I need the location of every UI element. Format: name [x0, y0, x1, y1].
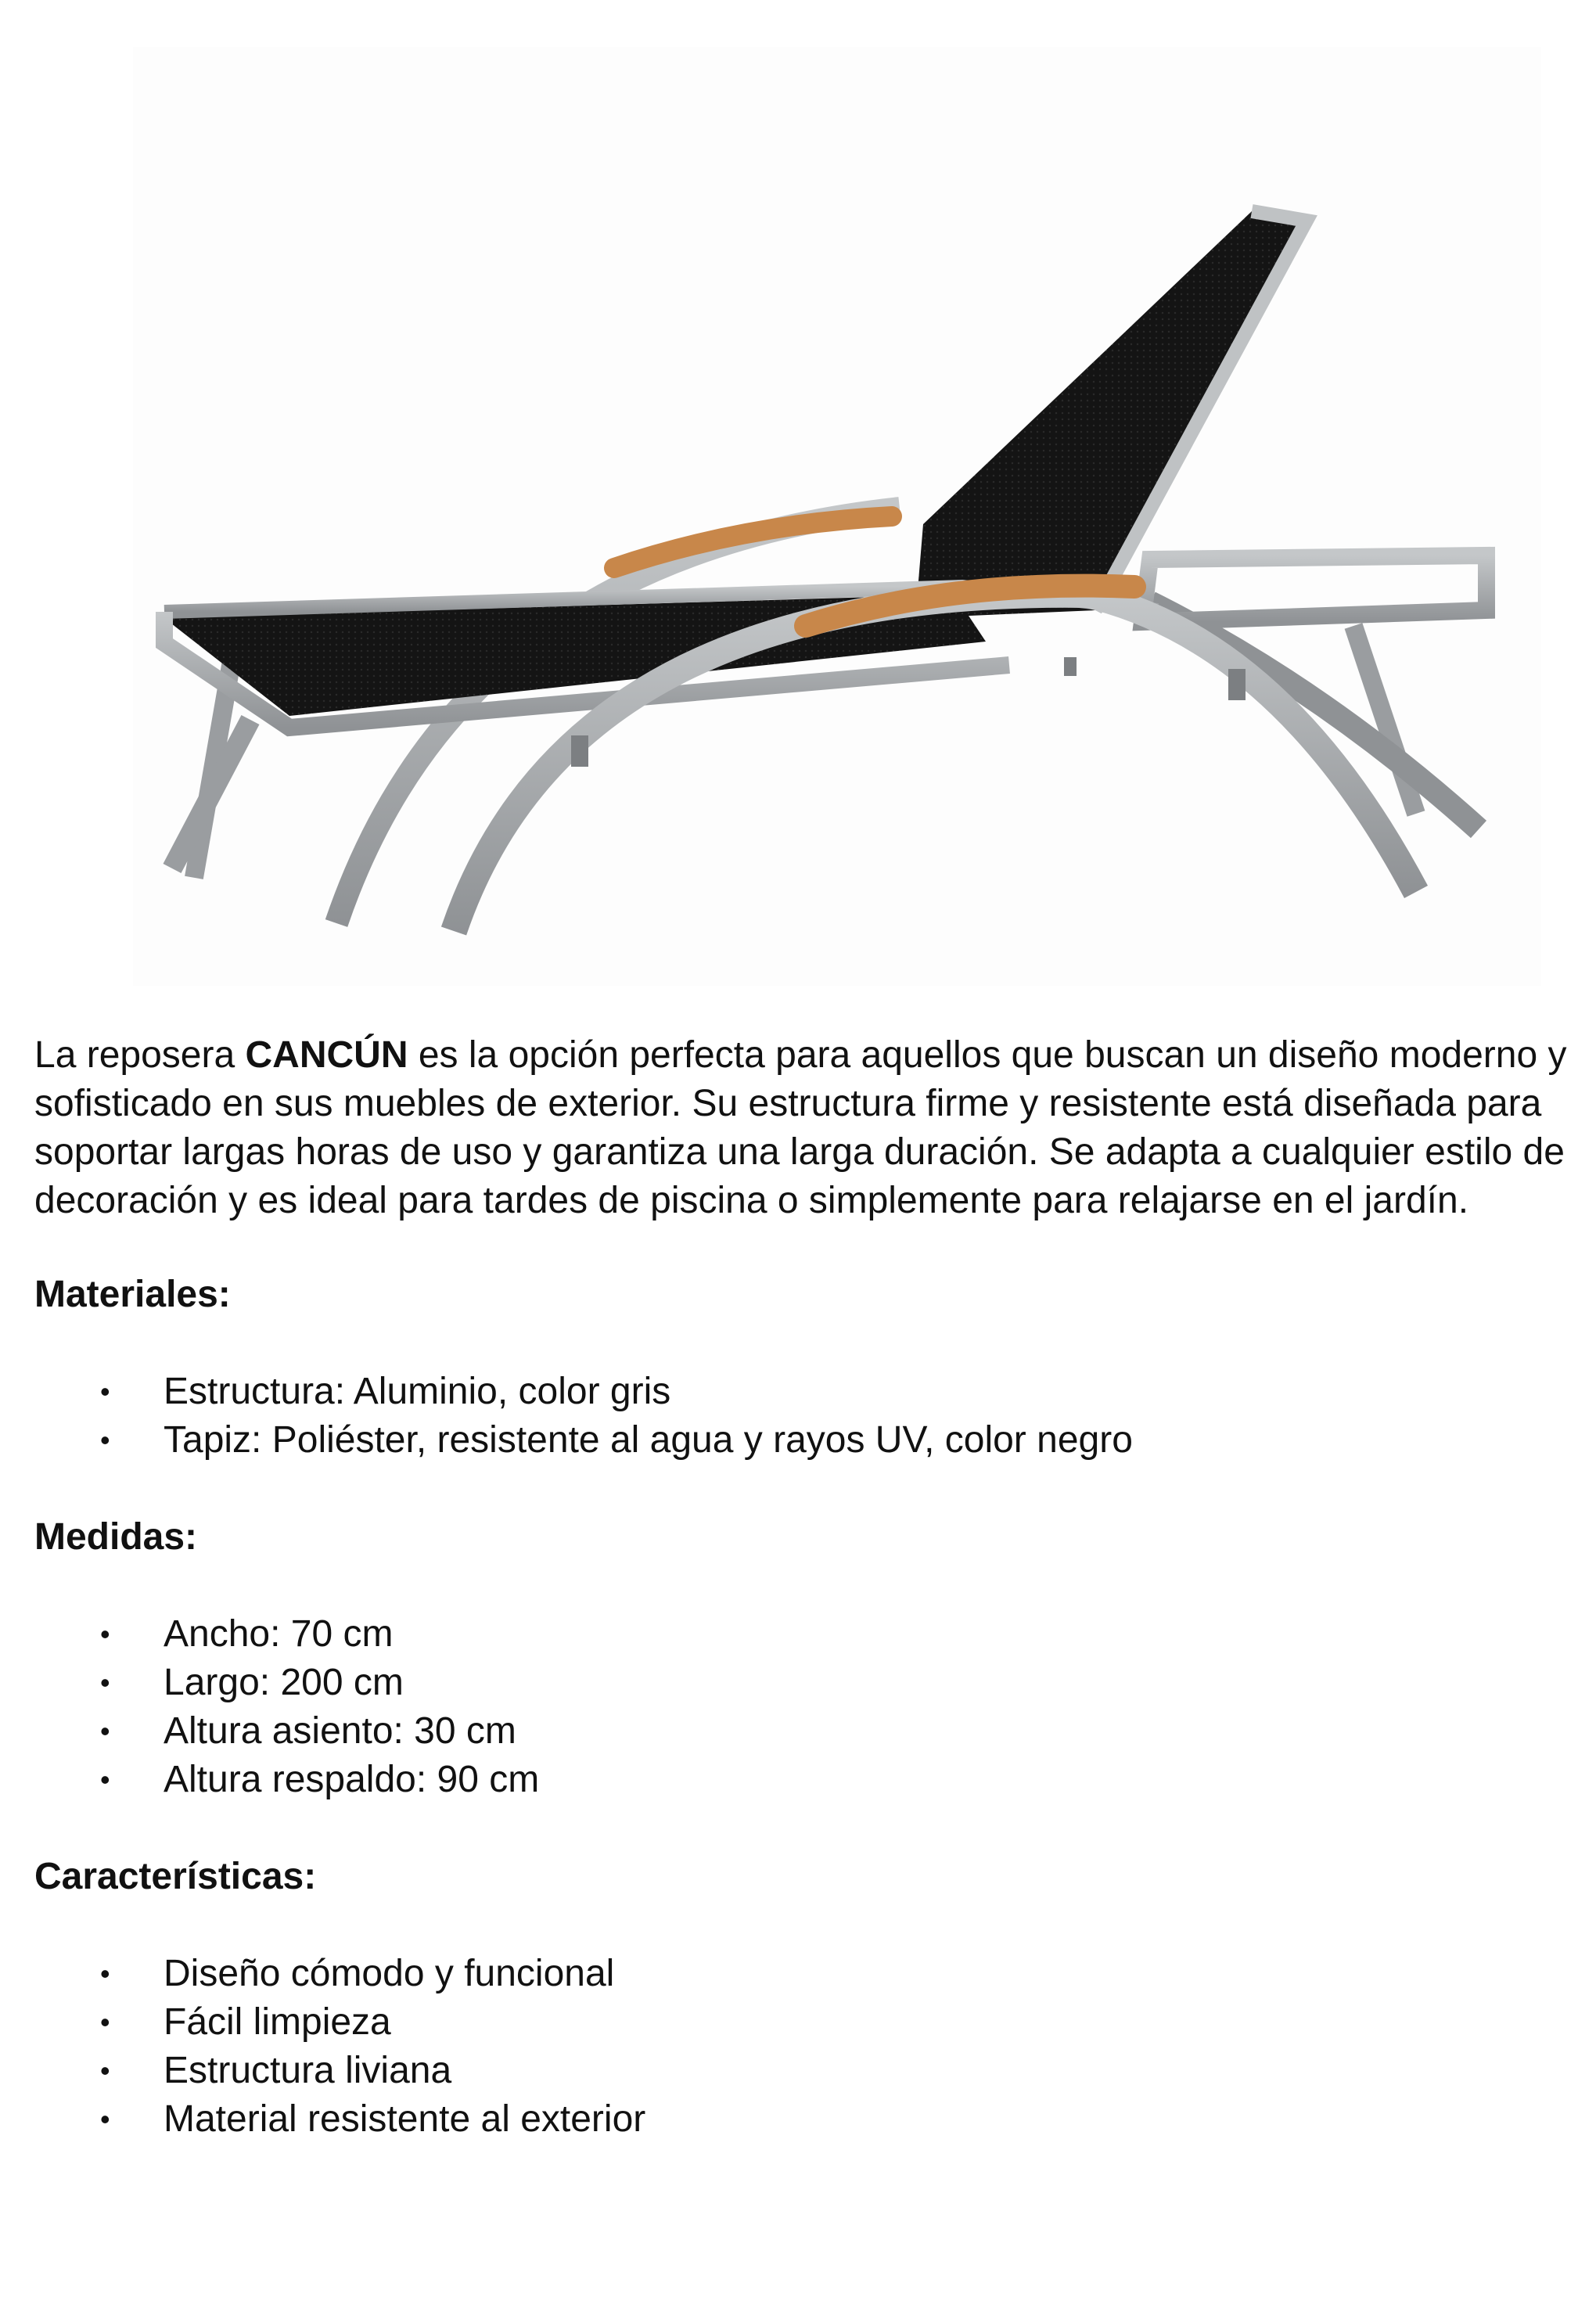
- materiales-list: [34, 1368, 1568, 1465]
- bullet-icon: •: [100, 1666, 110, 1699]
- bullet-icon: •: [100, 2006, 110, 2038]
- caracteristicas-list: [34, 1950, 1568, 2144]
- list-item: • Tapiz: Poliéster, resistente al agua y rayos UV, color negro: [34, 1416, 1568, 1465]
- bullet-icon: •: [100, 1715, 110, 1747]
- medidas-heading: Medidas:: [34, 1516, 198, 1558]
- list-item: • Altura asiento: 30 cm: [34, 1707, 1568, 1756]
- list-item: • Ancho: 70 cm: [34, 1610, 1568, 1659]
- description-body: es la opción perfecta para aquellos que buscan un diseño moderno y sofisticado en sus muebles de exterior. Su estructura firme y resistente está diseñada para soportar largas horas de uso y garantiza una larga duración. Se adapta a cualquier estilo de decoración y es ideal para tardes de piscina o simplemente para relajarse en el jardín.: [34, 1034, 1567, 1221]
- bullet-icon: •: [100, 2103, 110, 2135]
- bullet-icon: •: [100, 1763, 110, 1796]
- medidas-list: [34, 1610, 1568, 1804]
- list-item: • Material resistente al exterior: [34, 2095, 1568, 2144]
- list-item: • Largo: 200 cm: [34, 1659, 1568, 1707]
- list-item: • Altura respaldo: 90 cm: [34, 1756, 1568, 1804]
- bullet-icon: •: [100, 1375, 110, 1407]
- product-content: [34, 1031, 1568, 2144]
- list-item: • Estructura liviana: [34, 2047, 1568, 2095]
- list-item: • Fácil limpieza: [34, 1998, 1568, 2047]
- bullet-icon: •: [100, 1424, 110, 1456]
- product-description: [34, 1031, 1568, 1225]
- description-prefix: La reposera: [34, 1034, 246, 1076]
- sun-lounger-illustration: [133, 47, 1541, 986]
- bullet-icon: •: [100, 1957, 110, 1990]
- caracteristicas-heading: Características:: [34, 1856, 317, 1897]
- list-item: • Estructura: Aluminio, color gris: [34, 1368, 1568, 1416]
- bullet-icon: •: [100, 1618, 110, 1650]
- product-name: CANCÚN: [245, 1034, 408, 1076]
- bullet-icon: •: [100, 2055, 110, 2087]
- product-photo: [133, 47, 1541, 986]
- list-item: • Diseño cómodo y funcional: [34, 1950, 1568, 1998]
- materiales-heading: Materiales:: [34, 1274, 231, 1315]
